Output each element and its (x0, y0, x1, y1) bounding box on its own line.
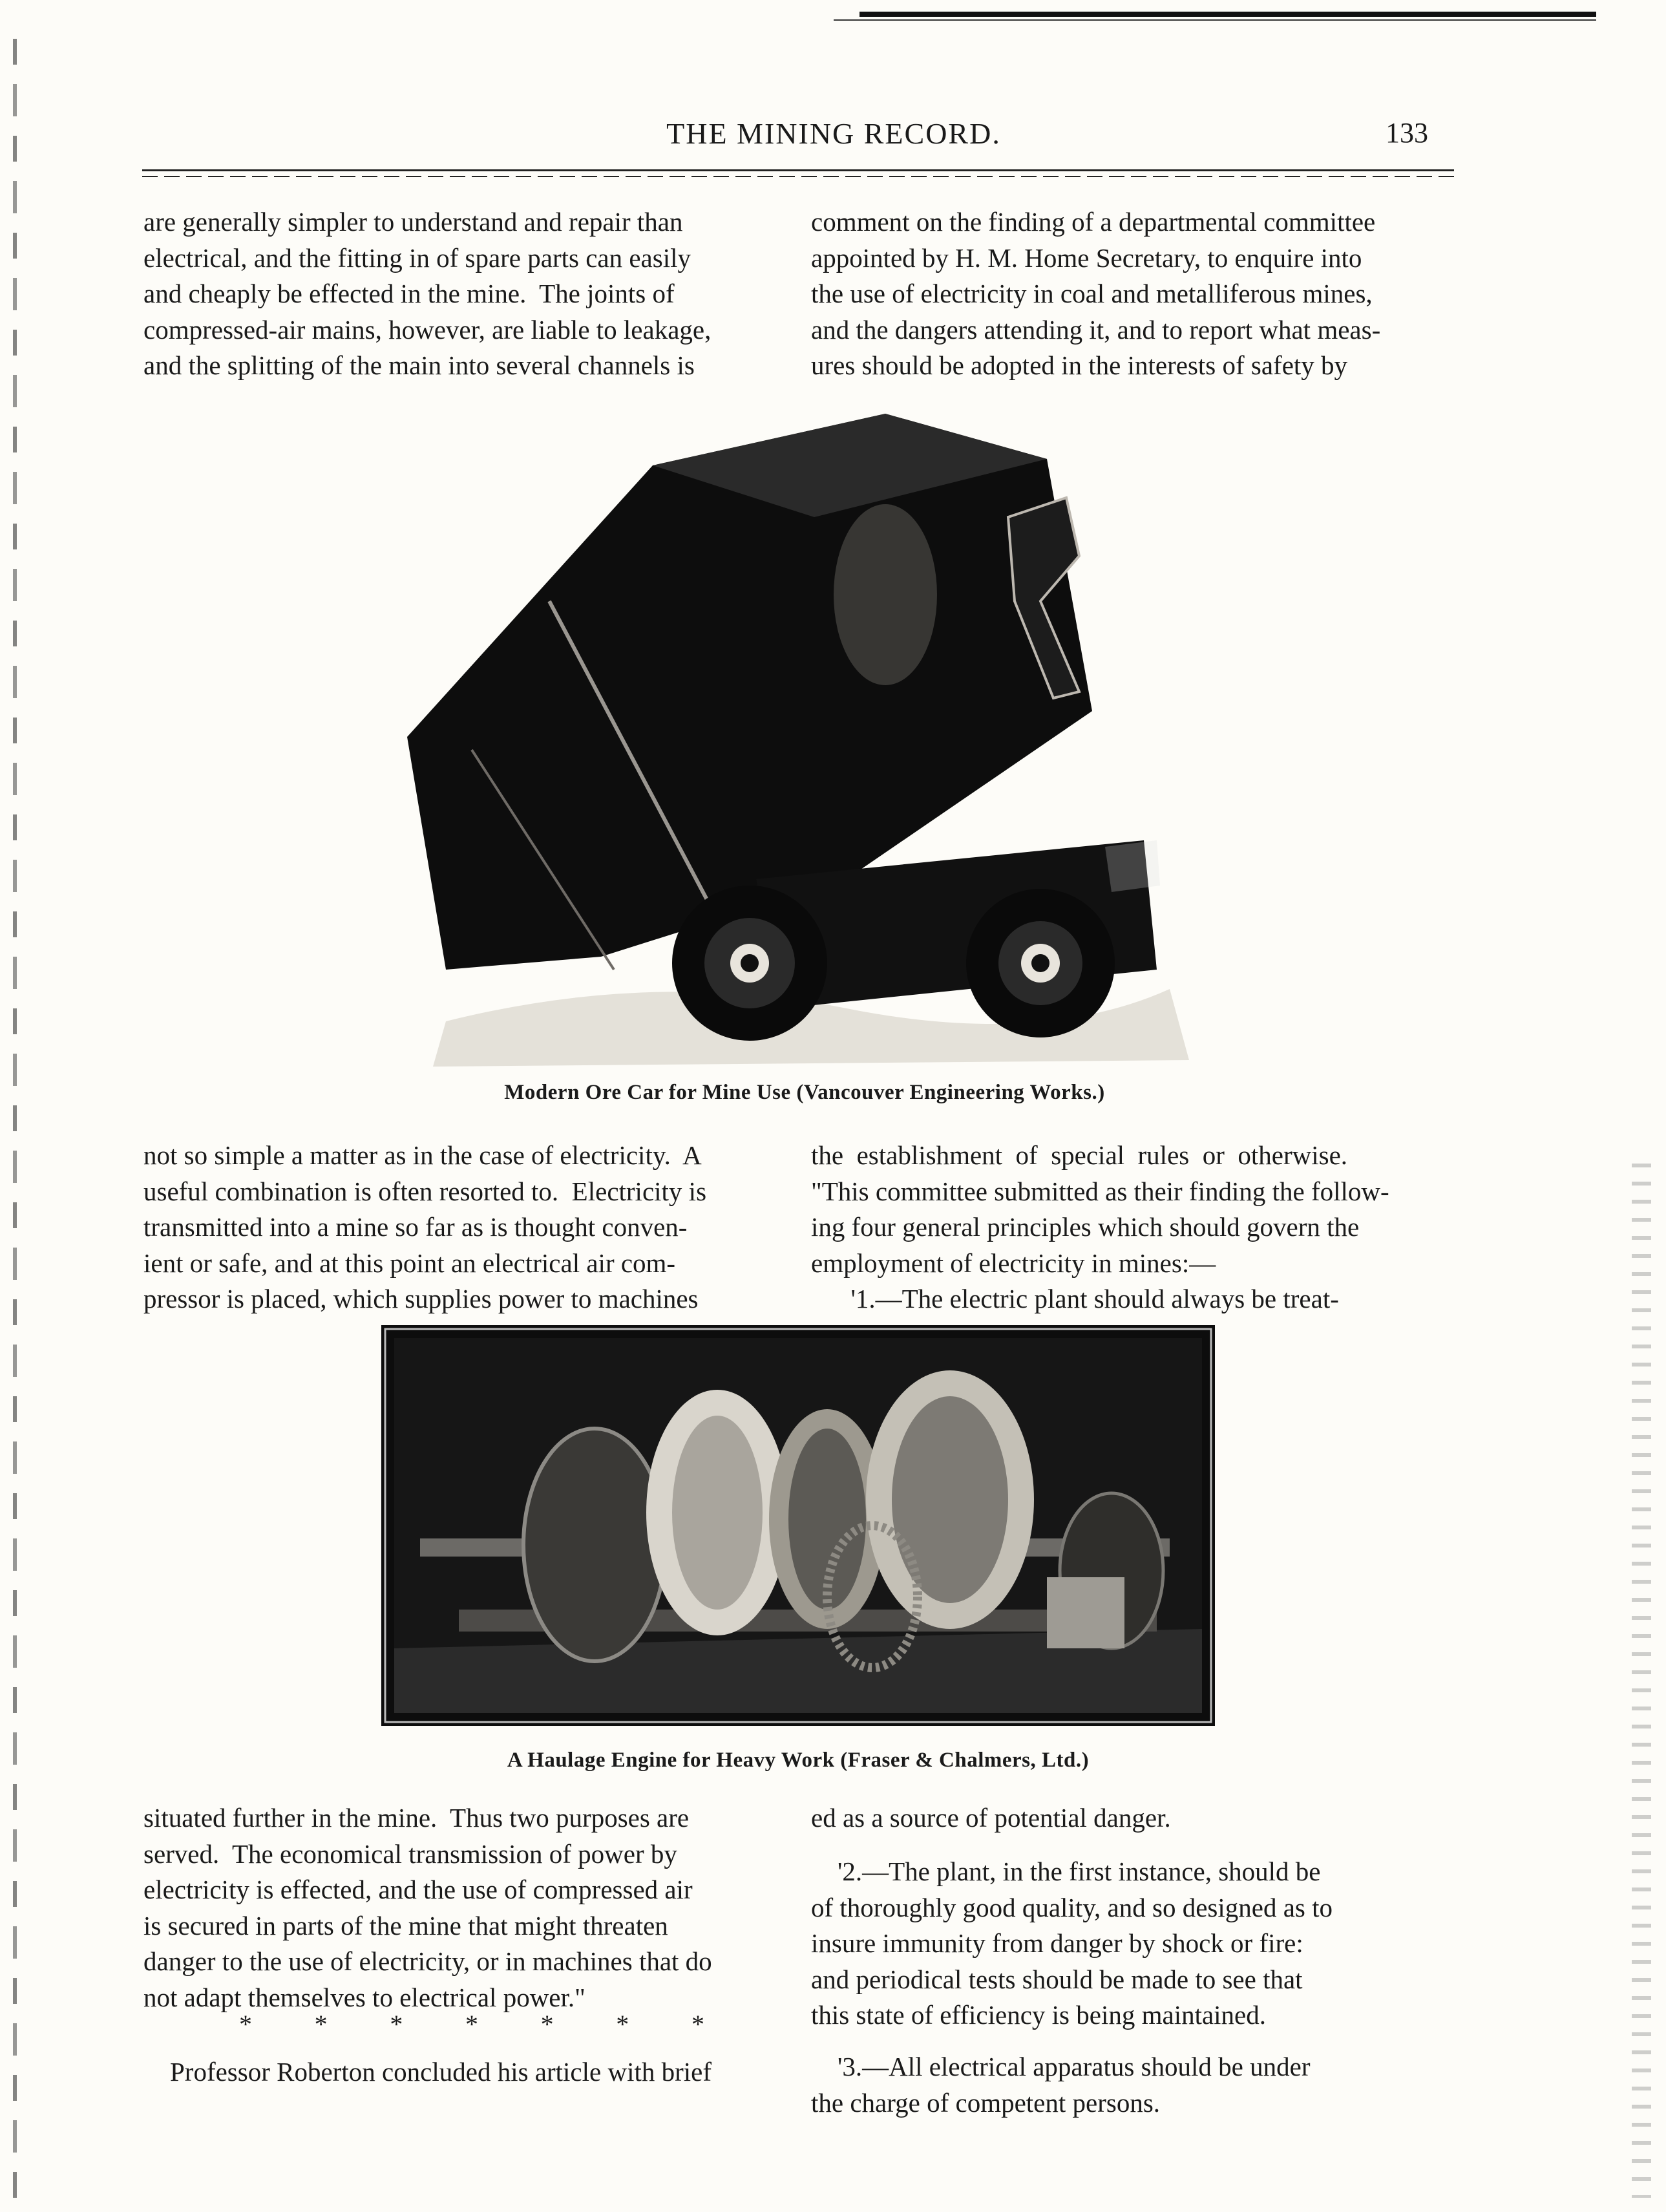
ore-car-photo (394, 388, 1215, 1073)
star-glyph: * (465, 2010, 478, 2039)
top-left-paragraph: are generally simpler to understand and repair than electrical, and the fitting in of spare parts can easily and cheaply be effected in the mine. The joints of compressed-air mains, however, are liable to leakage, and the splitting of the main into several channels is (143, 207, 712, 380)
scan-edge-left (13, 39, 17, 2204)
closing-line: Professor Roberton concluded his article with brief (143, 2057, 712, 2087)
running-head: THE MINING RECORD. (666, 117, 1001, 150)
top-rule-thin (834, 19, 1596, 21)
star-glyph: * (540, 2010, 554, 2039)
middle-left-paragraph: not so simple a matter as in the case of electricity. A useful combination is often resorted to. Electricity is transmitted into a mine so far as is thought conven- ient or safe, and at this point an electrical air com- pressor is placed, which supplies power to machines (143, 1140, 707, 1313)
star-glyph: * (314, 2010, 328, 2039)
star-glyph: * (239, 2010, 252, 2039)
figure-1-caption: Modern Ore Car for Mine Use (Vancouver Engineering Works.) (504, 1081, 1105, 1104)
star-glyph: * (691, 2010, 704, 2039)
scan-edge-right (1632, 1164, 1651, 2198)
section-break-stars (239, 2009, 704, 2039)
bottom-right-paragraph-1: ed as a source of potential danger. (811, 1803, 1171, 1833)
bottom-left-paragraph: situated further in the mine. Thus two purposes are served. The economical transmission of power by electricity is effected, and the use of compressed air is secured in parts of the mine that might threaten danger to the use of electricity, or in machines that do not adapt themselves to electrical power." (143, 1803, 712, 2012)
header-rule-dashed (142, 176, 1454, 177)
top-right-paragraph: comment on the finding of a departmental committee appointed by H. M. Home Secretary, to enquire into the use of electricity in coal and metalliferous mines, and the dangers attending it, and to report what meas- ures should be adopted in the interests of safety by (811, 207, 1381, 380)
middle-right-paragraph: the establishment of special rules or otherwise. "This committee submitted as their finding the follow- ing four general principles which should govern the employment of electricity in mines:— '1.—The electric plant should always be treat- (811, 1140, 1389, 1313)
header-rule (142, 169, 1454, 171)
haulage-engine-photo (381, 1325, 1215, 1726)
bottom-right-paragraph-2: '2.—The plant, in the first instance, should be of thoroughly good quality, and so designed as to insure immunity from danger by shock or fire: and periodical tests should be made to see that this state of efficiency is being maintained. (811, 1856, 1333, 2030)
star-glyph: * (616, 2010, 629, 2039)
star-glyph: * (390, 2010, 403, 2039)
bottom-right-paragraph-3: '3.—All electrical apparatus should be under the charge of competent persons. (811, 2052, 1311, 2118)
figure-2-caption: A Haulage Engine for Heavy Work (Fraser & Chalmers, Ltd.) (507, 1749, 1090, 1772)
page-number: 133 (1386, 117, 1428, 149)
top-rule (859, 12, 1596, 17)
